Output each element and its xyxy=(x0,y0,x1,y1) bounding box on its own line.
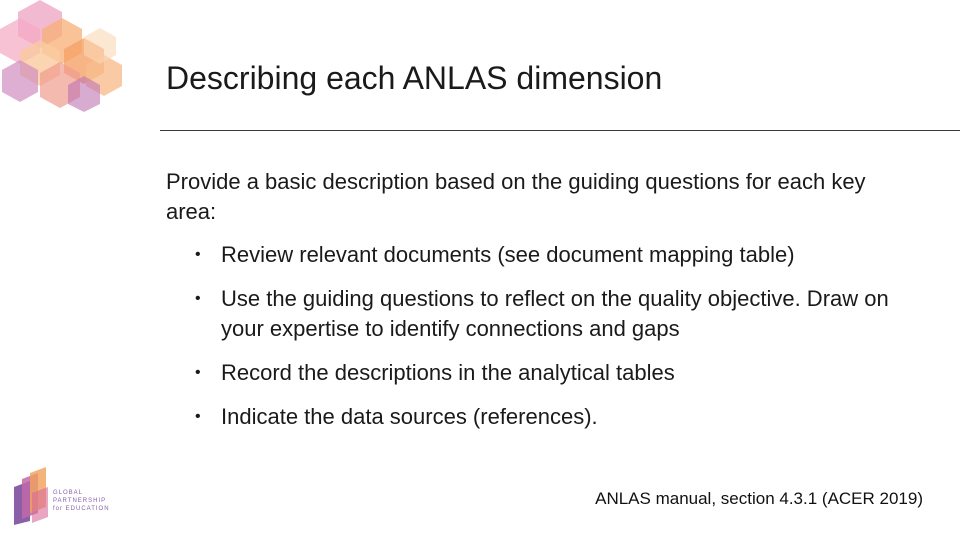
bullet-dot: • xyxy=(195,246,201,263)
bullet-text: Indicate the data sources (references). xyxy=(221,404,598,429)
gpe-wordmark xyxy=(53,489,110,513)
bullet-item xyxy=(195,358,935,388)
gpe-line: PARTNERSHIP xyxy=(53,498,107,504)
bullet-dot: • xyxy=(195,364,201,381)
hexagon-pattern-icon xyxy=(0,0,130,112)
bullet-item xyxy=(195,240,935,270)
gpe-line: GLOBAL xyxy=(53,490,84,496)
bullet-text: Review relevant documents (see document mapping table) xyxy=(221,242,795,267)
bullet-item xyxy=(195,284,935,344)
bullet-dot: • xyxy=(195,408,201,425)
gpe-line: for EDUCATION xyxy=(53,506,110,512)
citation: ANLAS manual, section 4.3.1 (ACER 2019) xyxy=(595,489,923,508)
intro-text: Provide a basic description based on the guiding questions for each key area: xyxy=(166,169,866,224)
title-divider xyxy=(160,130,960,131)
bullet-item xyxy=(195,402,935,432)
slide-title: Describing each ANLAS dimension xyxy=(166,60,663,96)
bullet-text: Record the descriptions in the analytical tables xyxy=(221,360,675,385)
bullet-text: Use the guiding questions to reflect on the quality objective. Draw on your expertise to identify connections and gaps xyxy=(221,286,889,341)
bullet-dot: • xyxy=(195,290,201,307)
bullet-list xyxy=(195,240,935,432)
